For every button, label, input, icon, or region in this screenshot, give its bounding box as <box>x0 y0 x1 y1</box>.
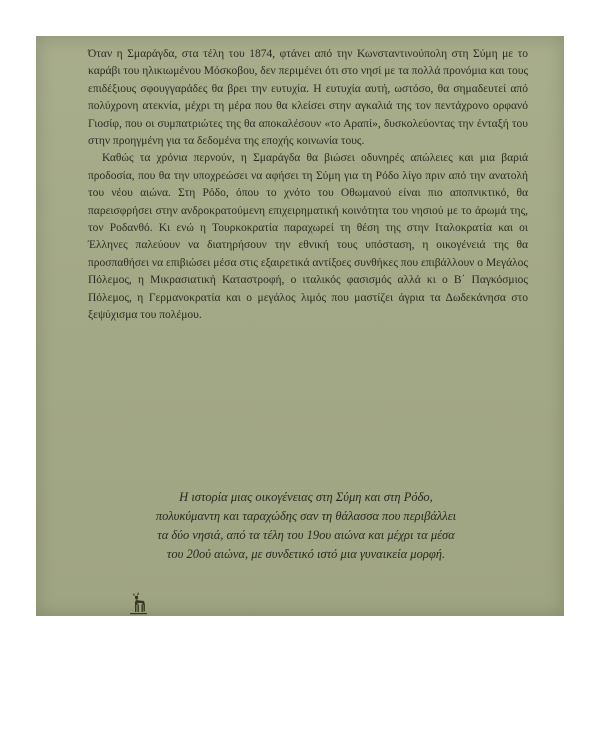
synopsis-paragraph-1: Όταν η Σμαράγδα, στα τέλη του 1874, φτάνει από την Κωνσταντινούπολη στη Σύμη με το καράβι του ηλικιωμένου Μόσκοβου, δεν περιμένει ότι στο νησί με τα πολλά προνόμια και τους επιδέξιους σφουγγαράδες θα βρει την ευτυχία. Η ευτυχία αυτή, ωστόσο, θα σημαδευτεί από πολύχρονη ατεκνία, μέχρι τη μέρα που θα κλείσει στην αγκαλιά της τον πεντάχρονο ορφανό Γιοσίφ, που οι συμπατριώτες της θα αποκαλέσουν «το Αραπί», δυσκολεύοντας την ένταξή του στην προηγμένη για τα δεδομένα της εποχής κοινωνία τους. <box>88 48 528 148</box>
synopsis-text <box>88 46 528 325</box>
tagline <box>96 488 516 564</box>
deer-logo-icon <box>126 591 150 616</box>
tagline-line: πολυκύμαντη και ταραχώδης σαν τη θάλασσα που περιβάλλει <box>155 509 457 523</box>
book-back-cover <box>36 36 564 616</box>
tagline-line: τα δύο νησιά, από τα τέλη του 19ου αιώνα και μέχρι τα μέσα <box>157 528 455 542</box>
synopsis-paragraph-2: Καθώς τα χρόνια περνούν, η Σμαράγδα θα βιώσει οδυνηρές απώλειες και μια βαριά προδοσία, που θα την υποχρεώσει να αφήσει τη Σύμη για τη Ρόδο λίγο πριν από την ανατολή του νέου αιώνα. Στη Ρόδο, όπου το χνότο του Οθωμανού είναι πιο αποπνικτικό, θα παρεισφρήσει στην ανδροκρατούμενη επιχειρηματική κοινότητα του νησιού με το άρωμά της, τον Ροδανθό. Κι ενώ η Τουρκοκρατία παραχωρεί τη θέση της στην Ιταλοκρατία και οι Έλληνες παλεύουν να διατηρήσουν την εθνική τους υπόσταση, η οικογένειά της θα προσπαθήσει να επιβιώσει μέσα στις εξαιρετικά αντίξοες συνθήκες που επιβάλλουν ο Μεγάλος Πόλεμος, η Μικρασιατική Καταστροφή, ο ιταλικός φασισμός αλλά κι ο Β΄ Παγκόσμιος Πόλεμος, η Γερμανοκρατία και ο μεγάλος λιμός που μαστίζει άγρια τα Δωδεκάνησα στο ξεψύχισμα του πολέμου. <box>88 152 528 322</box>
tagline-line: Η ιστορία μιας οικογένειας στη Σύμη και στη Ρόδο, <box>179 490 433 504</box>
tagline-line: του 20ού αιώνα, με συνδετικό ιστό μια γυναικεία μορφή. <box>166 547 446 561</box>
